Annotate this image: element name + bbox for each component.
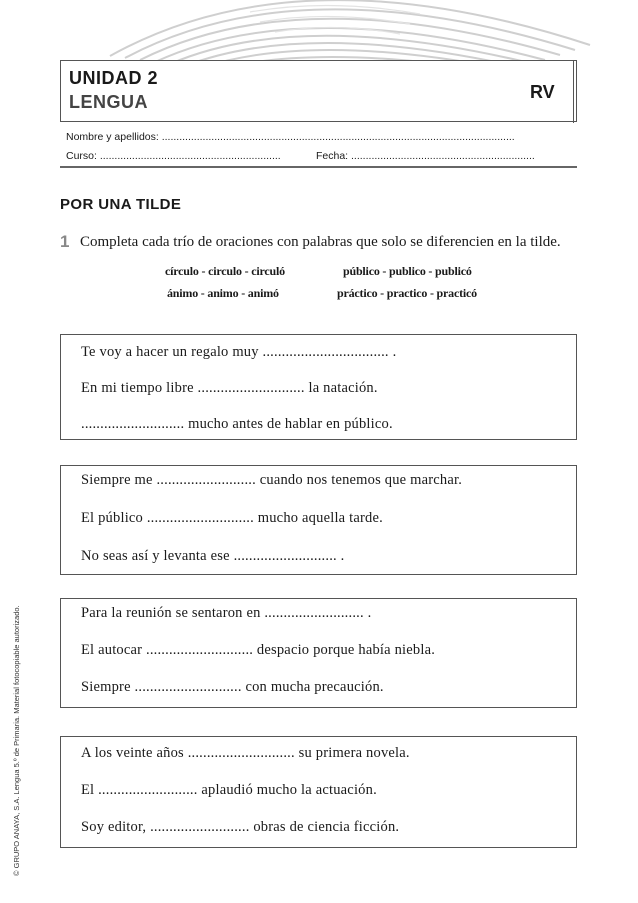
sentence-2-2[interactable]: El público ............................ mucho aquella tarde. xyxy=(81,510,383,526)
exercise-instruction: Completa cada trío de oraciones con palabras que solo se diferencien en la tilde. xyxy=(80,234,561,250)
word-group-circulo: círculo - circulo - circuló xyxy=(165,264,285,278)
exercise-number: 1 xyxy=(60,232,70,251)
sentence-4-2[interactable]: El .......................... aplaudió mucho la actuación. xyxy=(81,782,377,798)
unit-title: UNIDAD 2 xyxy=(69,68,159,88)
sentence-4-1[interactable]: A los veinte años ............................ su primera novela. xyxy=(81,745,410,761)
name-field[interactable]: Nombre y apellidos: ......................................................................................................................... xyxy=(66,131,515,143)
unit-subject: LENGUA xyxy=(69,92,148,112)
sentence-3-3[interactable]: Siempre ............................ con mucha precaución. xyxy=(81,679,384,695)
course-field[interactable]: Curso: .............................................................. xyxy=(66,150,281,162)
sentence-3-1[interactable]: Para la reunión se sentaron en .......................... . xyxy=(81,605,372,621)
copyright-note: © GRUPO ANAYA, S.A. Lengua 5.º de Primaria. Material fotocopiable autorizado. xyxy=(12,605,21,876)
date-field[interactable]: Fecha: ............................................................... xyxy=(316,150,535,162)
sentence-1-2[interactable]: En mi tiempo libre ............................ la natación. xyxy=(81,380,378,396)
sentence-3-2[interactable]: El autocar ............................ despacio porque había niebla. xyxy=(81,642,436,658)
unit-header-box xyxy=(60,60,577,122)
sentence-1-3[interactable]: ........................... mucho antes de hablar en público. xyxy=(81,416,393,432)
word-group-practico: práctico - practico - practicó xyxy=(337,286,477,300)
word-group-publico: público - publico - publicó xyxy=(343,264,472,278)
header-rule xyxy=(60,166,577,168)
sentence-2-1[interactable]: Siempre me .......................... cuando nos tenemos que marchar. xyxy=(81,472,463,488)
exercise-box-2 xyxy=(60,465,577,575)
sentence-4-3[interactable]: Soy editor, .......................... obras de ciencia ficción. xyxy=(81,819,400,835)
section-title: POR UNA TILDE xyxy=(60,196,182,213)
exercise-box-1 xyxy=(60,334,577,440)
sentence-1-1[interactable]: Te voy a hacer un regalo muy ................................. . xyxy=(81,344,397,360)
word-group-animo: ánimo - animo - animó xyxy=(167,286,279,300)
fingerprint-decoration xyxy=(0,0,638,68)
exercise-box-4 xyxy=(60,736,577,848)
unit-code: RV xyxy=(530,82,555,102)
exercise-box-3 xyxy=(60,598,577,708)
sentence-2-3[interactable]: No seas así y levanta ese ........................... . xyxy=(81,548,345,564)
header-divider xyxy=(573,61,574,123)
